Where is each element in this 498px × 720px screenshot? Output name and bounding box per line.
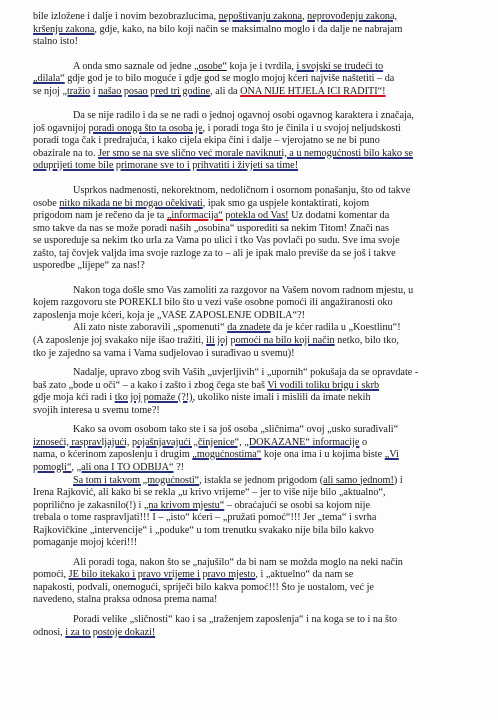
text-run: (A zaposlenje joj svakako nije (33, 335, 159, 347)
text-run: bile izložene i dalje i novim bezobrazlucima, (33, 11, 219, 22)
text-line (33, 437, 478, 450)
text-run: , (291, 60, 297, 72)
text-run: „traženjem zaposlenja“ (208, 613, 304, 625)
text-run: ?! (176, 461, 184, 473)
text-line (33, 475, 478, 488)
text-run: da se još i takve (330, 247, 396, 259)
text-run: Kako sa ovom osobom (73, 424, 170, 436)
text-line (33, 424, 478, 437)
text-run: „bode u oči“ (68, 379, 121, 391)
text-run: stalno isto! (33, 36, 78, 48)
text-run: kojem razgovoru ste (33, 297, 119, 309)
text-run: zaposlenja moje kćeri, koja je „VAŠE ZAPOSLENJE ODBILA“?! (33, 309, 305, 321)
text-run: „informacija“ (166, 210, 223, 222)
text-run: – jer to više nije bilo (249, 487, 339, 499)
text-run: !!! Jer „tema“ i svrha (290, 512, 377, 524)
text-run: i drugim (154, 449, 190, 461)
text-run: , gdje, kako, na bilo koji način se maksimalno moglo i da dalje ne nabrajam (94, 23, 403, 35)
text-run: Poradi velike „sličnosti“ kao i sa (73, 613, 209, 625)
text-run: – obraćajući se osobi sa kojom nije (224, 499, 370, 511)
text-run: POREKLI (118, 297, 162, 309)
text-run: ili angažiranosti oko (309, 297, 393, 309)
text-run: i sa još osoba (200, 424, 261, 436)
text-run: usporedbe „lijepe“ za nas (33, 260, 137, 272)
text-run: i svojski se trudeći to (296, 60, 384, 72)
text-run: išao tražiti (158, 335, 202, 347)
text-line (33, 614, 478, 627)
text-run: , (71, 461, 77, 473)
text-run: „isto“ (165, 512, 190, 524)
text-run: nitko nikada ne bi mogao očekivati (59, 197, 203, 209)
paragraph-2 (33, 61, 478, 99)
text-run: , (302, 11, 308, 22)
text-run: „na krivom mjestu“ (143, 499, 225, 511)
text-run: gdje god je to bilo moguće (67, 73, 177, 85)
text-run: smo takve da nas se može poradi naših „osobina“ usporediti sa nekim Titom! (33, 222, 348, 234)
text-run: još ogavnijoj (33, 122, 89, 134)
paragraph-11 (33, 614, 478, 639)
text-line (33, 248, 478, 261)
text-run: prigodom nam je rečeno da je ta (33, 210, 167, 222)
text-run: ali samo jednom! (323, 474, 394, 486)
text-line (33, 11, 478, 24)
text-line (33, 160, 478, 173)
text-run: „aktualno“ (338, 487, 383, 499)
text-run: koje ona ima (261, 449, 320, 461)
text-run: da znadete (227, 322, 271, 334)
text-run: „sličnima“ (260, 424, 304, 436)
text-run: i u kojima biste (319, 449, 383, 461)
text-line (33, 582, 478, 595)
text-run: Nadalje, upravo zbog svih Vaših „uvjerljivih“ i „upornih“ pokušaja da se opravdate - (73, 367, 419, 379)
text-run: Usprkos nadmenosti, nekorektnom, nedoličnom i osornom ponašanju, što od takve (73, 185, 411, 197)
text-run: , i (255, 569, 266, 581)
text-line (33, 367, 478, 380)
text-line (33, 210, 478, 223)
text-run: JE bilo itekako i pravo vrijeme i pravo mjesto (68, 569, 256, 581)
text-run: tvrdila (264, 60, 292, 72)
text-run: Vi vodili toliku brigu i skrb (267, 379, 380, 391)
text-line (33, 310, 478, 323)
text-run: „Vi (384, 449, 399, 461)
text-run: pomogli“ (33, 461, 72, 473)
paragraph-3 (33, 110, 478, 173)
text-run: o (359, 436, 368, 448)
text-run: gdje moja kći radi i (33, 392, 115, 404)
paragraph-5 (33, 285, 478, 323)
text-run: da je kćer radila u „Koestlinu“! (273, 322, 401, 334)
text-run: se usporeduje sa nekim tko urla za Vama po ulici i tko Vas povlači po sudu. Sve ima svoje (33, 235, 400, 247)
text-line (33, 594, 478, 607)
text-run: trebala o tome raspravljati!!! I – (33, 512, 166, 524)
text-run: i (90, 85, 99, 97)
text-run: Uz dodatni komentar (288, 210, 380, 222)
text-run: „pružati pomoć“ (222, 512, 291, 524)
text-run: da (384, 73, 395, 85)
text-run: , ukoliko niste imali i mislili da imate nekih (192, 392, 371, 404)
text-run: ovoj (303, 424, 328, 436)
text-run: poprilično je zakasnilo (33, 499, 126, 511)
text-run: „aktuelno“ da nam se (265, 569, 354, 581)
text-run: nepoštivanju zakona (218, 11, 303, 22)
text-run: tako ste (169, 424, 201, 436)
text-run: i za to postoje dokazi! (65, 626, 156, 638)
text-run: ali da (215, 85, 241, 97)
text-run: tko joj pomaže (?!) (114, 392, 193, 404)
text-run: „u krivo vrijeme“ (177, 487, 250, 499)
text-line (33, 285, 478, 298)
text-run: pomaganje mojoj kćeri!!! (33, 537, 138, 549)
text-line (33, 449, 478, 462)
text-run: našao posao pred tri godine (98, 85, 211, 97)
text-line (33, 627, 478, 640)
text-run: ili joj pomoći na bilo koji način (206, 335, 335, 347)
text-run: napakosti, podvali, onemogući, spriječi bilo kakva pomoć!!! Što je uostalom, već je (33, 581, 374, 593)
text-run: Znači nas (347, 222, 389, 234)
text-run: A onda smo saznale od jedne (73, 60, 195, 72)
text-run: obazirale na to. (33, 147, 99, 159)
text-run: netko, bilo tko, (334, 335, 399, 347)
text-run: , ipak smo ga uspjele kontaktirati, kojom (202, 197, 370, 209)
text-run: Da se nije radilo i da se ne radi o jednoj ogavnoj osobi ogavnog karaktera i značaja, (73, 110, 414, 122)
text-run: , (201, 335, 207, 347)
text-line (33, 36, 478, 49)
text-run: zašto, taj čovjek valjda ima svoje razloge za to – ali je ipak malo previše (33, 247, 331, 259)
text-line (33, 185, 478, 198)
text-run: potekla od Vas! (225, 210, 289, 222)
text-run: ) i (393, 474, 403, 486)
text-line (33, 123, 478, 136)
text-run: odnosi, (33, 626, 66, 638)
paragraph-7 (33, 367, 478, 417)
text-run: Nakon toga došle smo Vas zamoliti za razgovor na Vašem novom radnom mjestu, u (73, 284, 414, 296)
text-line (33, 392, 478, 405)
text-run: pomoći, (33, 569, 69, 581)
text-line (33, 198, 478, 211)
text-line (33, 297, 478, 310)
text-run: „spomenuti“ (173, 322, 225, 334)
text-run: nama, o kćerinom zaposlenju (33, 449, 155, 461)
text-line (33, 512, 478, 525)
text-run: neprovođenju zakona, (307, 11, 398, 22)
text-line (33, 322, 478, 335)
text-line (33, 348, 478, 361)
text-line (33, 235, 478, 248)
text-run: , (382, 487, 386, 499)
text-run: „osobe“ (194, 60, 227, 72)
text-run: iznoseći, raspravljajući, pojašnjavajući „činjenice“, „DOKAZANE“ informacije (33, 436, 360, 448)
text-line (33, 487, 478, 500)
text-run: svojih interesa u svemu tome?! (33, 404, 160, 416)
paragraph-9 (33, 475, 478, 550)
text-line (33, 73, 478, 86)
paragraph-1 (33, 11, 478, 49)
text-run: koja je i (226, 60, 265, 72)
text-run: Rajkovičkine „intervencije“ i „poduke“ u tom trenutku (33, 524, 260, 536)
text-line (33, 500, 478, 513)
text-run: !? (136, 260, 145, 272)
text-run: (!) i (125, 499, 144, 511)
text-line (33, 148, 478, 161)
text-run: oduprijeti tome bile primorane sve to i prihvatiti i živjeti sa time! (33, 160, 299, 172)
text-run: i na koga se to i na što (303, 613, 397, 625)
text-run: bilo što u vezi vaše osobne pomoći (161, 297, 310, 309)
text-line (33, 86, 478, 99)
text-line (33, 525, 478, 538)
text-run: Jer smo se na sve slično već morale naviknuti, a u nemogućnosti bilo kako se (98, 147, 413, 159)
text-run: kršenju zakona (33, 23, 95, 35)
text-run: „ali ona I TO ODBIJA“ (76, 461, 174, 473)
text-run: kćeri – (189, 512, 223, 524)
text-run: navedeno, stalna praksa odnosa prema nama! (33, 594, 218, 606)
text-run: osobe (33, 197, 60, 209)
text-line (33, 61, 478, 74)
text-run: i gdje god se moglo mojoj kćeri najviše naštetiti – (176, 73, 385, 85)
text-run: ONA NIJE HTJELA IĆI RADITI“! (240, 85, 386, 97)
paragraph-10 (33, 557, 478, 607)
text-line (33, 335, 478, 348)
text-run: , i poradi toga što je činila i u svojoj neljudskosti (202, 122, 401, 134)
text-run: „tražio (62, 85, 91, 97)
text-run: Ali poradi toga, nakon što se „najušilo“ da bi nam se možda moglo na neki način (73, 556, 403, 568)
text-line (33, 223, 478, 236)
text-run: Irena Rajković, ali kako bi se rekla (33, 487, 178, 499)
text-run: , i kako cijela ekipa čini i dalje – vjerojatno se ne bi puno (146, 135, 380, 147)
text-run: „usko surađivali“ (327, 424, 399, 436)
text-run: , (210, 85, 216, 97)
text-line (33, 557, 478, 570)
text-line (33, 380, 478, 393)
text-run: , istakla se jednom prigodom ( (199, 474, 324, 486)
text-run: – a kako i zašto i zbog čega ste baš (122, 379, 268, 391)
text-line (33, 260, 478, 273)
text-line (33, 24, 478, 37)
text-run: Ali zato niste zaboravili (73, 322, 174, 334)
text-run: Sa tom i takvom „mogućnosti“ (73, 474, 200, 486)
text-run: poradi onoga što ta osoba je (88, 122, 203, 134)
text-run: „mogućnostima“ (192, 449, 262, 461)
text-run: da (379, 210, 390, 222)
text-run: svakako nije bila bilo kakvo (259, 524, 374, 536)
text-run: „dilala“ (33, 73, 65, 85)
text-line (33, 405, 478, 418)
paragraph-6 (33, 322, 478, 360)
text-line (33, 110, 478, 123)
text-run: tko je zajedno sa vama i Vama sudjelovao i surađivao u svemu)! (33, 347, 295, 359)
text-line (33, 537, 478, 550)
text-line (33, 462, 478, 475)
paragraph-4 (33, 185, 478, 273)
text-run: baš zato (33, 379, 69, 391)
text-run: se njoj (33, 85, 63, 97)
text-line (33, 135, 478, 148)
paragraph-8 (33, 424, 478, 474)
text-run: poradi toga čak i predrajuća (33, 135, 147, 147)
text-line (33, 569, 478, 582)
